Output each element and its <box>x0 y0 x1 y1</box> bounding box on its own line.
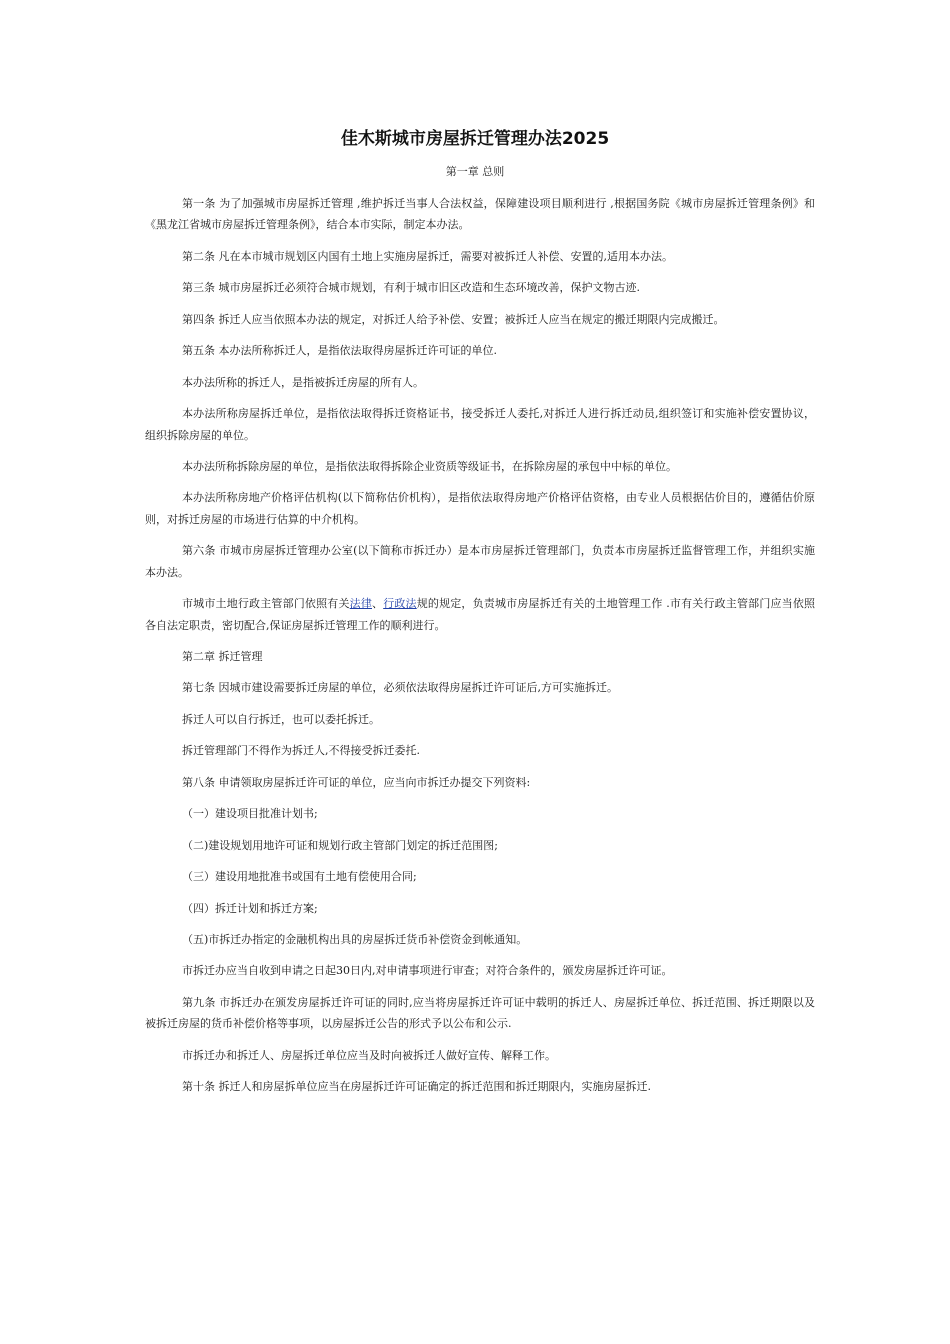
document-title: 佳木斯城市房屋拆迁管理办法2025 <box>340 129 610 149</box>
paragraph-text: 、 <box>372 597 384 611</box>
law-link[interactable]: 法律 <box>349 597 372 611</box>
paragraph: 本办法所称房地产价格评估机构(以下简称估价机构），是指依法取得房地产价格评估资格，由专业人员根据估价目的，遵循估价原则，对拆迁房屋的市场进行估算的中介机构。 <box>145 491 815 526</box>
list-item: （四）拆迁计划和拆迁方案; <box>182 901 318 915</box>
paragraph-article-6: 第六条 市城市房屋拆迁管理办公室(以下简称市拆迁办）是本市房屋拆迁管理部门，负责本市房屋拆迁监督管理工作，并组织实施本办法。 <box>145 544 815 579</box>
paragraph-article-2: 第二条 凡在本市城市规划区内国有土地上实施房屋拆迁，需要对被拆迁人补偿、安置的,适用本办法。 <box>182 249 673 263</box>
paragraph: 市拆迁办应当自收到申请之日起30日内,对申请事项进行审查；对符合条件的，颁发房屋拆迁许可证。 <box>182 964 673 978</box>
paragraph: 本办法所称拆除房屋的单位，是指依法取得拆除企业资质等级证书，在拆除房屋的承包中中标的单位。 <box>182 459 677 473</box>
list-item: （一）建设项目批准计划书; <box>182 807 318 821</box>
paragraph-text: 市城市土地行政主管部门依照有关 <box>182 597 350 611</box>
list-item: （五)市拆迁办指定的金融机构出具的房屋拆迁货币补偿资金到帐通知。 <box>182 932 528 946</box>
paragraph-text: 规的规定，负责城市房屋拆迁有关的土地管理工作 .市有关行政主管部门应当依照各自法定职责，密切配合,保证房屋拆迁管理工作的顺利进行。 <box>145 597 816 632</box>
paragraph: 本办法所称的拆迁人，是指被拆迁房屋的所有人。 <box>182 375 424 389</box>
paragraph-article-3: 第三条 城市房屋拆迁必须符合城市规划，有利于城市旧区改造和生态环境改善，保护文物古迹. <box>182 281 640 295</box>
document-body <box>145 193 815 1108</box>
paragraph-article-8: 第八条 申请领取房屋拆迁许可证的单位，应当向市拆迁办提交下列资料: <box>182 775 531 789</box>
paragraph-article-7: 第七条 因城市建设需要拆迁房屋的单位，必须依法取得房屋拆迁许可证后,方可实施拆迁。 <box>182 681 618 695</box>
chapter-heading-1: 第一章 总则 <box>445 165 505 178</box>
list-item: （二)建设规划用地许可证和规划行政主管部门划定的拆迁范围图; <box>182 838 498 852</box>
paragraph: 拆迁人可以自行拆迁，也可以委托拆迁。 <box>182 712 380 726</box>
paragraph-article-9: 第九条 市拆迁办在颁发房屋拆迁许可证的同时,应当将房屋拆迁许可证中载明的拆迁人、房屋拆迁单位、拆迁范围、拆迁期限以及被拆迁房屋的货币补偿价格等事项，以房屋拆迁公告的形式予以公布和公示. <box>145 995 815 1031</box>
paragraph-article-1: 第一条 为了加强城市房屋拆迁管理 ,维护拆迁当事人合法权益，保障建设项目顺利进行 ,根据国务院《城市房屋拆迁管理条例》和《黑龙江省城市房屋拆迁管理条例》，结合本市实际，制定本办法。 <box>145 197 815 232</box>
chapter-heading-2: 第二章 拆迁管理 <box>182 650 263 663</box>
paragraph: 市拆迁办和拆迁人、房屋拆迁单位应当及时向被拆迁人做好宣传、解释工作。 <box>182 1048 556 1062</box>
paragraph-article-5: 第五条 本办法所称拆迁人，是指依法取得房屋拆迁许可证的单位. <box>182 344 497 358</box>
paragraph-article-4: 第四条 拆迁人应当依照本办法的规定，对拆迁人给予补偿、安置；被拆迁人应当在规定的搬迁期限内完成搬迁。 <box>182 312 725 326</box>
paragraph-article-10: 第十条 拆迁人和房屋拆单位应当在房屋拆迁许可证确定的拆迁范围和拆迁期限内，实施房屋拆迁. <box>182 1080 651 1094</box>
paragraph: 拆迁管理部门不得作为拆迁人,不得接受拆迁委托. <box>182 744 420 758</box>
paragraph-with-links <box>145 593 815 636</box>
paragraph: 本办法所称房屋拆迁单位，是指依法取得拆迁资格证书，接受拆迁人委托,对拆迁人进行拆迁动员,组织签订和实施补偿安置协议，组织拆除房屋的单位。 <box>145 407 815 442</box>
list-item: （三）建设用地批准书或国有土地有偿使用合同; <box>182 870 417 884</box>
administrative-law-link[interactable]: 行政法 <box>383 597 417 611</box>
